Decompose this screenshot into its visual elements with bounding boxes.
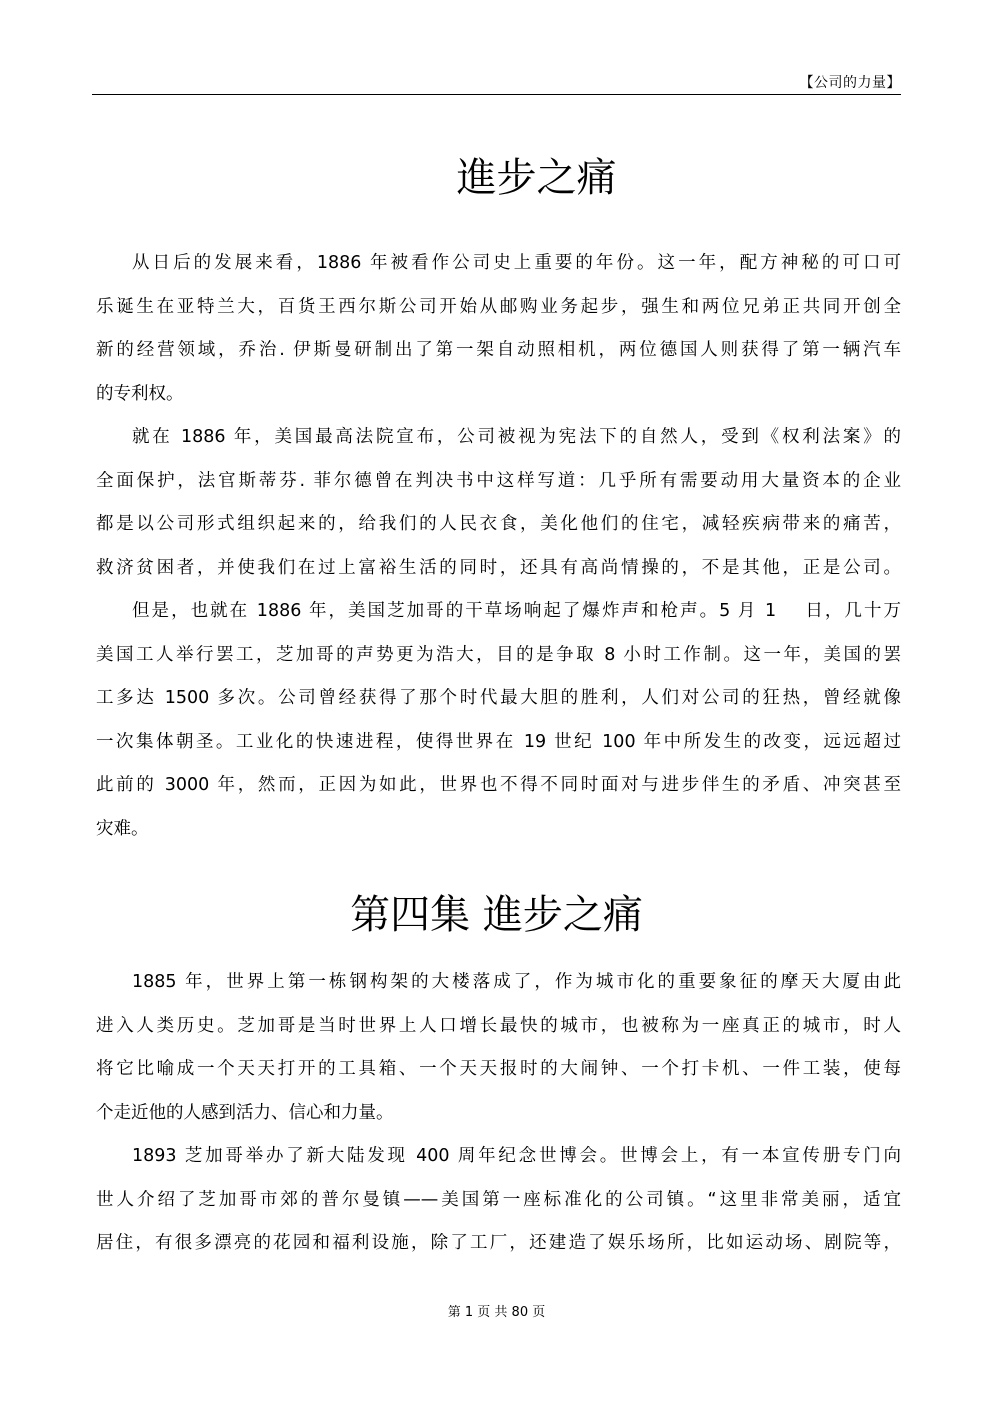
text-line: 都是以公司形式组织起来的，给我们的人民衣食，美化他们的住宅，减轻疾病带来的痛苦， (96, 514, 901, 534)
paragraph-4 (96, 961, 901, 1135)
page-title: 進步之痛 (456, 155, 617, 201)
text-line: 就在 1886 年，美国最高法院宣布，公司被视为宪法下的自然人，受到《权利法案》的 (132, 427, 901, 447)
text-line: 工多达 1500 多次。公司曾经获得了那个时代最大胆的胜利，人们对公司的狂热，曾经就像 (96, 688, 901, 708)
text-line: 美国工人举行罢工，芝加哥的声势更为浩大，目的是争取 8 小时工作制。这一年，美国的罢 (96, 644, 901, 665)
text-line: 世人介绍了芝加哥市郊的普尔曼镇——美国第一座标准化的公司镇。“这里非常美丽，适宜 (96, 1189, 901, 1210)
text-line: 从日后的发展来看，1886 年被看作公司史上重要的年份。这一年，配方神秘的可口可 (132, 253, 901, 273)
paragraph-5 (96, 1135, 901, 1266)
text-line: 进入人类历史。芝加哥是当时世界上人口增长最快的城市，也被称为一座真正的城市，时人 (96, 1015, 901, 1036)
text-line: 灾难。 (96, 818, 149, 839)
page-header-label: 【公司的力量】 (799, 75, 901, 91)
paragraph-2 (96, 416, 901, 590)
text-line: 新的经营领域，乔治. 伊斯曼研制出了第一架自动照相机，两位德国人则获得了第一辆汽车 (96, 340, 901, 360)
text-line: 一次集体朝圣。工业化的快速进程，使得世界在 19 世纪 100 年中所发生的改变，远远超过 (96, 731, 901, 752)
text-line: 个走近他的人感到活力、信心和力量。 (96, 1102, 394, 1123)
text-line: 此前的 3000 年，然而，正因为如此，世界也不得不同时面对与进步伴生的矛盾、冲突甚至 (96, 775, 901, 795)
text-line: 1885 年，世界上第一栋钢构架的大楼落成了，作为城市化的重要象征的摩天大厦由此 (132, 972, 901, 992)
header-rule (92, 94, 901, 95)
text-line: 全面保护，法官斯蒂芬. 菲尔德曾在判决书中这样写道：几乎所有需要动用大量资本的企业 (96, 470, 901, 491)
page-footer: 第 1 页 共 80 页 (447, 1305, 546, 1320)
text-line: 将它比喻成一个天天打开的工具箱、一个天天报时的大闹钟、一个打卡机、一件工装，使每 (96, 1059, 901, 1079)
text-line: 1893 芝加哥举办了新大陆发现 400 周年纪念世博会。世博会上，有一本宣传册专门向 (132, 1146, 901, 1166)
text-line: 乐诞生在亚特兰大，百货王西尔斯公司开始从邮购业务起步，强生和两位兄弟正共同开创全 (96, 296, 901, 317)
text-line: 救济贫困者，并使我们在过上富裕生活的同时，还具有高尚情操的，不是其他，正是公司。 (96, 557, 901, 578)
section-title: 第四集 進步之痛 (350, 892, 643, 938)
paragraph-3 (96, 590, 901, 851)
text-line: 的专利权。 (96, 383, 184, 404)
paragraph-1 (96, 242, 901, 416)
text-line: 但是，也就在 1886 年，美国芝加哥的干草场响起了爆炸声和枪声。5 月 1 日，几十万 (132, 601, 901, 621)
text-line: 居住，有很多漂亮的花园和福利设施，除了工厂，还建造了娱乐场所，比如运动场、剧院等， (96, 1233, 901, 1253)
